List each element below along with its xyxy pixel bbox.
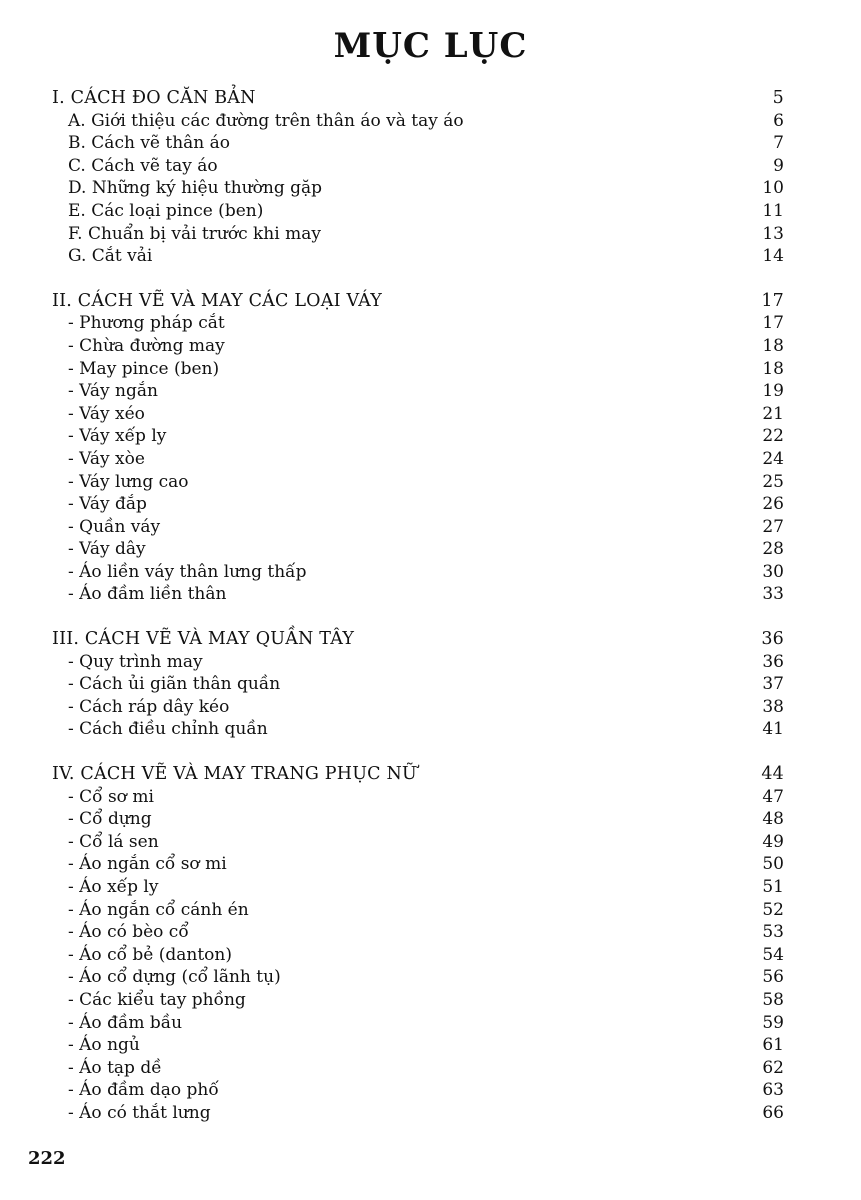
toc-entry-label: - Áo đầm liền thân xyxy=(68,584,227,605)
toc-entry-page: 53 xyxy=(762,922,784,943)
toc-entry xyxy=(52,403,784,426)
toc-section xyxy=(52,87,784,268)
toc-entry xyxy=(52,966,784,989)
toc-entry xyxy=(52,1079,784,1102)
toc-entry xyxy=(52,1102,784,1125)
toc-entry xyxy=(52,853,784,876)
toc-heading-page: 36 xyxy=(761,629,784,650)
toc-entry-page: 6 xyxy=(773,110,784,131)
toc-entry xyxy=(52,561,784,584)
toc-entry-page: 27 xyxy=(762,516,784,537)
toc-entry-page: 38 xyxy=(762,696,784,717)
toc-entry xyxy=(52,358,784,381)
toc-entry xyxy=(52,312,784,335)
toc-entry xyxy=(52,899,784,922)
toc-entry xyxy=(52,989,784,1012)
toc-entry-label: E. Các loại pince (ben) xyxy=(68,200,264,221)
toc-entry-page: 13 xyxy=(762,223,784,244)
toc-entry-page: 41 xyxy=(762,719,784,740)
toc-entry xyxy=(52,651,784,674)
toc-entry-label: - Cách điều chỉnh quần xyxy=(68,719,268,740)
toc-entry-label: A. Giới thiệu các đường trên thân áo và tay áo xyxy=(68,110,464,131)
toc-entry-label: - Áo xếp ly xyxy=(68,877,159,897)
toc-entry-label: - Quần váy xyxy=(68,516,161,537)
toc-heading-label: I. CÁCH ĐO CĂN BẢN xyxy=(52,88,256,108)
toc-section-heading xyxy=(52,628,784,651)
toc-entry xyxy=(52,696,784,719)
toc-entry-label: - Váy xéo xyxy=(68,403,145,424)
toc-entry-page: 52 xyxy=(762,899,784,920)
toc-entry-label: - Áo ngủ xyxy=(68,1035,140,1056)
page-number: 222 xyxy=(28,1148,66,1169)
toc-entry-page: 7 xyxy=(773,133,784,154)
toc-entry-label: - Cổ dựng xyxy=(68,809,152,830)
toc-entry-page: 56 xyxy=(762,967,784,988)
toc-entry xyxy=(52,155,784,178)
toc-entry-page: 17 xyxy=(762,313,784,334)
toc-entry-page: 21 xyxy=(762,403,784,424)
toc-entry-label: - Váy dây xyxy=(68,539,146,560)
toc-section-heading xyxy=(52,87,784,110)
toc-entry-page: 54 xyxy=(762,944,784,965)
toc-entry xyxy=(52,944,784,967)
toc-entry-label: - Phương pháp cắt xyxy=(68,313,225,334)
toc-entry xyxy=(52,110,784,133)
toc-entry-label: G. Cắt vải xyxy=(68,246,153,267)
toc-entry xyxy=(52,1034,784,1057)
toc-entry-page: 49 xyxy=(762,831,784,852)
toc-entry-label: - Váy ngắn xyxy=(68,381,158,402)
toc-entry-label: D. Những ký hiệu thường gặp xyxy=(68,178,323,199)
toc-entry-label: - Áo đầm bầu xyxy=(68,1012,183,1033)
toc-entry-label: - Áo ngắn cổ cánh én xyxy=(68,899,249,920)
toc-entry-page: 33 xyxy=(762,584,784,605)
toc-entry-page: 22 xyxy=(762,426,784,447)
toc-entry-label: - Áo có thắt lưng xyxy=(68,1102,211,1123)
toc-entry-label: - Áo cổ bẻ (danton) xyxy=(68,944,232,965)
toc-entry-label: - May pince (ben) xyxy=(68,358,220,379)
toc-heading-page: 44 xyxy=(761,764,784,785)
toc-entry xyxy=(52,335,784,358)
toc-entry-label: - Áo tạp dề xyxy=(68,1057,162,1078)
toc-entry-page: 63 xyxy=(762,1080,784,1101)
toc-entry xyxy=(52,132,784,155)
toc-entry xyxy=(52,808,784,831)
toc-section-heading xyxy=(52,763,784,786)
toc-entry-page: 28 xyxy=(762,539,784,560)
toc-entry xyxy=(52,786,784,809)
toc-entry-label: - Cổ lá sen xyxy=(68,831,159,852)
toc-heading-label: III. CÁCH VẼ VÀ MAY QUẦN TÂY xyxy=(52,629,355,650)
toc-entry-label: - Váy xòe xyxy=(68,448,145,469)
toc-entry-label: - Váy lưng cao xyxy=(68,471,189,492)
toc-entry xyxy=(52,245,784,268)
toc-entry-page: 30 xyxy=(762,561,784,582)
toc-entry xyxy=(52,177,784,200)
toc-section xyxy=(52,290,784,606)
toc-entry xyxy=(52,200,784,223)
toc-entry xyxy=(52,538,784,561)
toc-section xyxy=(52,763,784,1125)
toc-entry-label: - Áo có bèo cổ xyxy=(68,922,189,943)
toc-entry xyxy=(52,673,784,696)
toc-heading-page: 5 xyxy=(772,88,784,108)
toc-entry-page: 10 xyxy=(762,178,784,199)
toc-entry xyxy=(52,921,784,944)
toc-entry-label: - Áo ngắn cổ sơ mi xyxy=(68,854,227,875)
toc-entry-label: C. Cách vẽ tay áo xyxy=(68,155,218,176)
toc-entry xyxy=(52,831,784,854)
toc-entry-label: - Cách ủi giãn thân quần xyxy=(68,674,281,695)
toc-entry-page: 59 xyxy=(762,1012,784,1033)
toc-entry-page: 18 xyxy=(762,335,784,356)
toc-entry-label: - Cách ráp dây kéo xyxy=(68,696,230,717)
toc-entry-page: 58 xyxy=(762,989,784,1010)
toc-entry-page: 51 xyxy=(762,877,784,897)
toc-entry-page: 18 xyxy=(762,358,784,379)
toc-entry-page: 19 xyxy=(762,381,784,402)
toc-entry-label: - Cổ sơ mi xyxy=(68,786,154,807)
toc-entry-label: - Quy trình may xyxy=(68,651,203,672)
toc-entry xyxy=(52,718,784,741)
toc-entry-label: - Áo liền váy thân lưng thấp xyxy=(68,561,307,582)
toc-entry xyxy=(52,425,784,448)
toc-entry-page: 62 xyxy=(762,1057,784,1078)
toc-entry-page: 47 xyxy=(762,786,784,807)
toc-entry-label: F. Chuẩn bị vải trước khi may xyxy=(68,223,321,244)
toc-entry-label: - Áo đầm dạo phố xyxy=(68,1080,219,1101)
toc-entry xyxy=(52,1057,784,1080)
toc-heading-label: IV. CÁCH VẼ VÀ MAY TRANG PHỤC NỮ xyxy=(52,764,417,785)
toc-entry-page: 25 xyxy=(762,471,784,492)
toc-entry-page: 9 xyxy=(773,155,784,176)
toc-entry-page: 11 xyxy=(762,200,784,221)
toc-entry xyxy=(52,448,784,471)
toc-entry-label: B. Cách vẽ thân áo xyxy=(68,133,231,154)
toc-entry xyxy=(52,583,784,606)
toc-entry-page: 61 xyxy=(762,1035,784,1056)
toc-entry xyxy=(52,380,784,403)
toc-entry-label: - Các kiểu tay phồng xyxy=(68,989,246,1010)
toc-heading-label: II. CÁCH VẼ VÀ MAY CÁC LOẠI VÁY xyxy=(52,290,382,311)
toc-entry-page: 26 xyxy=(762,494,784,515)
toc-entry-label: - Váy xếp ly xyxy=(68,426,167,447)
toc-entry-page: 36 xyxy=(762,651,784,672)
toc-entry-page: 24 xyxy=(762,448,784,469)
toc-entry-page: 66 xyxy=(762,1102,784,1123)
toc-entry-label: - Váy đắp xyxy=(68,494,147,515)
toc-entry xyxy=(52,471,784,494)
toc-entry-page: 14 xyxy=(762,246,784,267)
toc-entry xyxy=(52,876,784,899)
toc-section xyxy=(52,628,784,741)
toc-entry-page: 48 xyxy=(762,809,784,830)
toc-entry xyxy=(52,493,784,516)
toc-entry-label: - Áo cổ dựng (cổ lãnh tụ) xyxy=(68,967,281,988)
toc-entry xyxy=(52,516,784,539)
toc-entry xyxy=(52,223,784,246)
table-of-contents xyxy=(52,87,784,1147)
toc-entry-page: 50 xyxy=(762,854,784,875)
toc-heading-page: 17 xyxy=(761,290,784,311)
toc-entry-page: 37 xyxy=(762,674,784,695)
toc-entry xyxy=(52,1012,784,1035)
toc-section-heading xyxy=(52,290,784,313)
toc-entry-label: - Chừa đường may xyxy=(68,335,225,356)
page-title: MỤC LỤC xyxy=(333,26,528,66)
